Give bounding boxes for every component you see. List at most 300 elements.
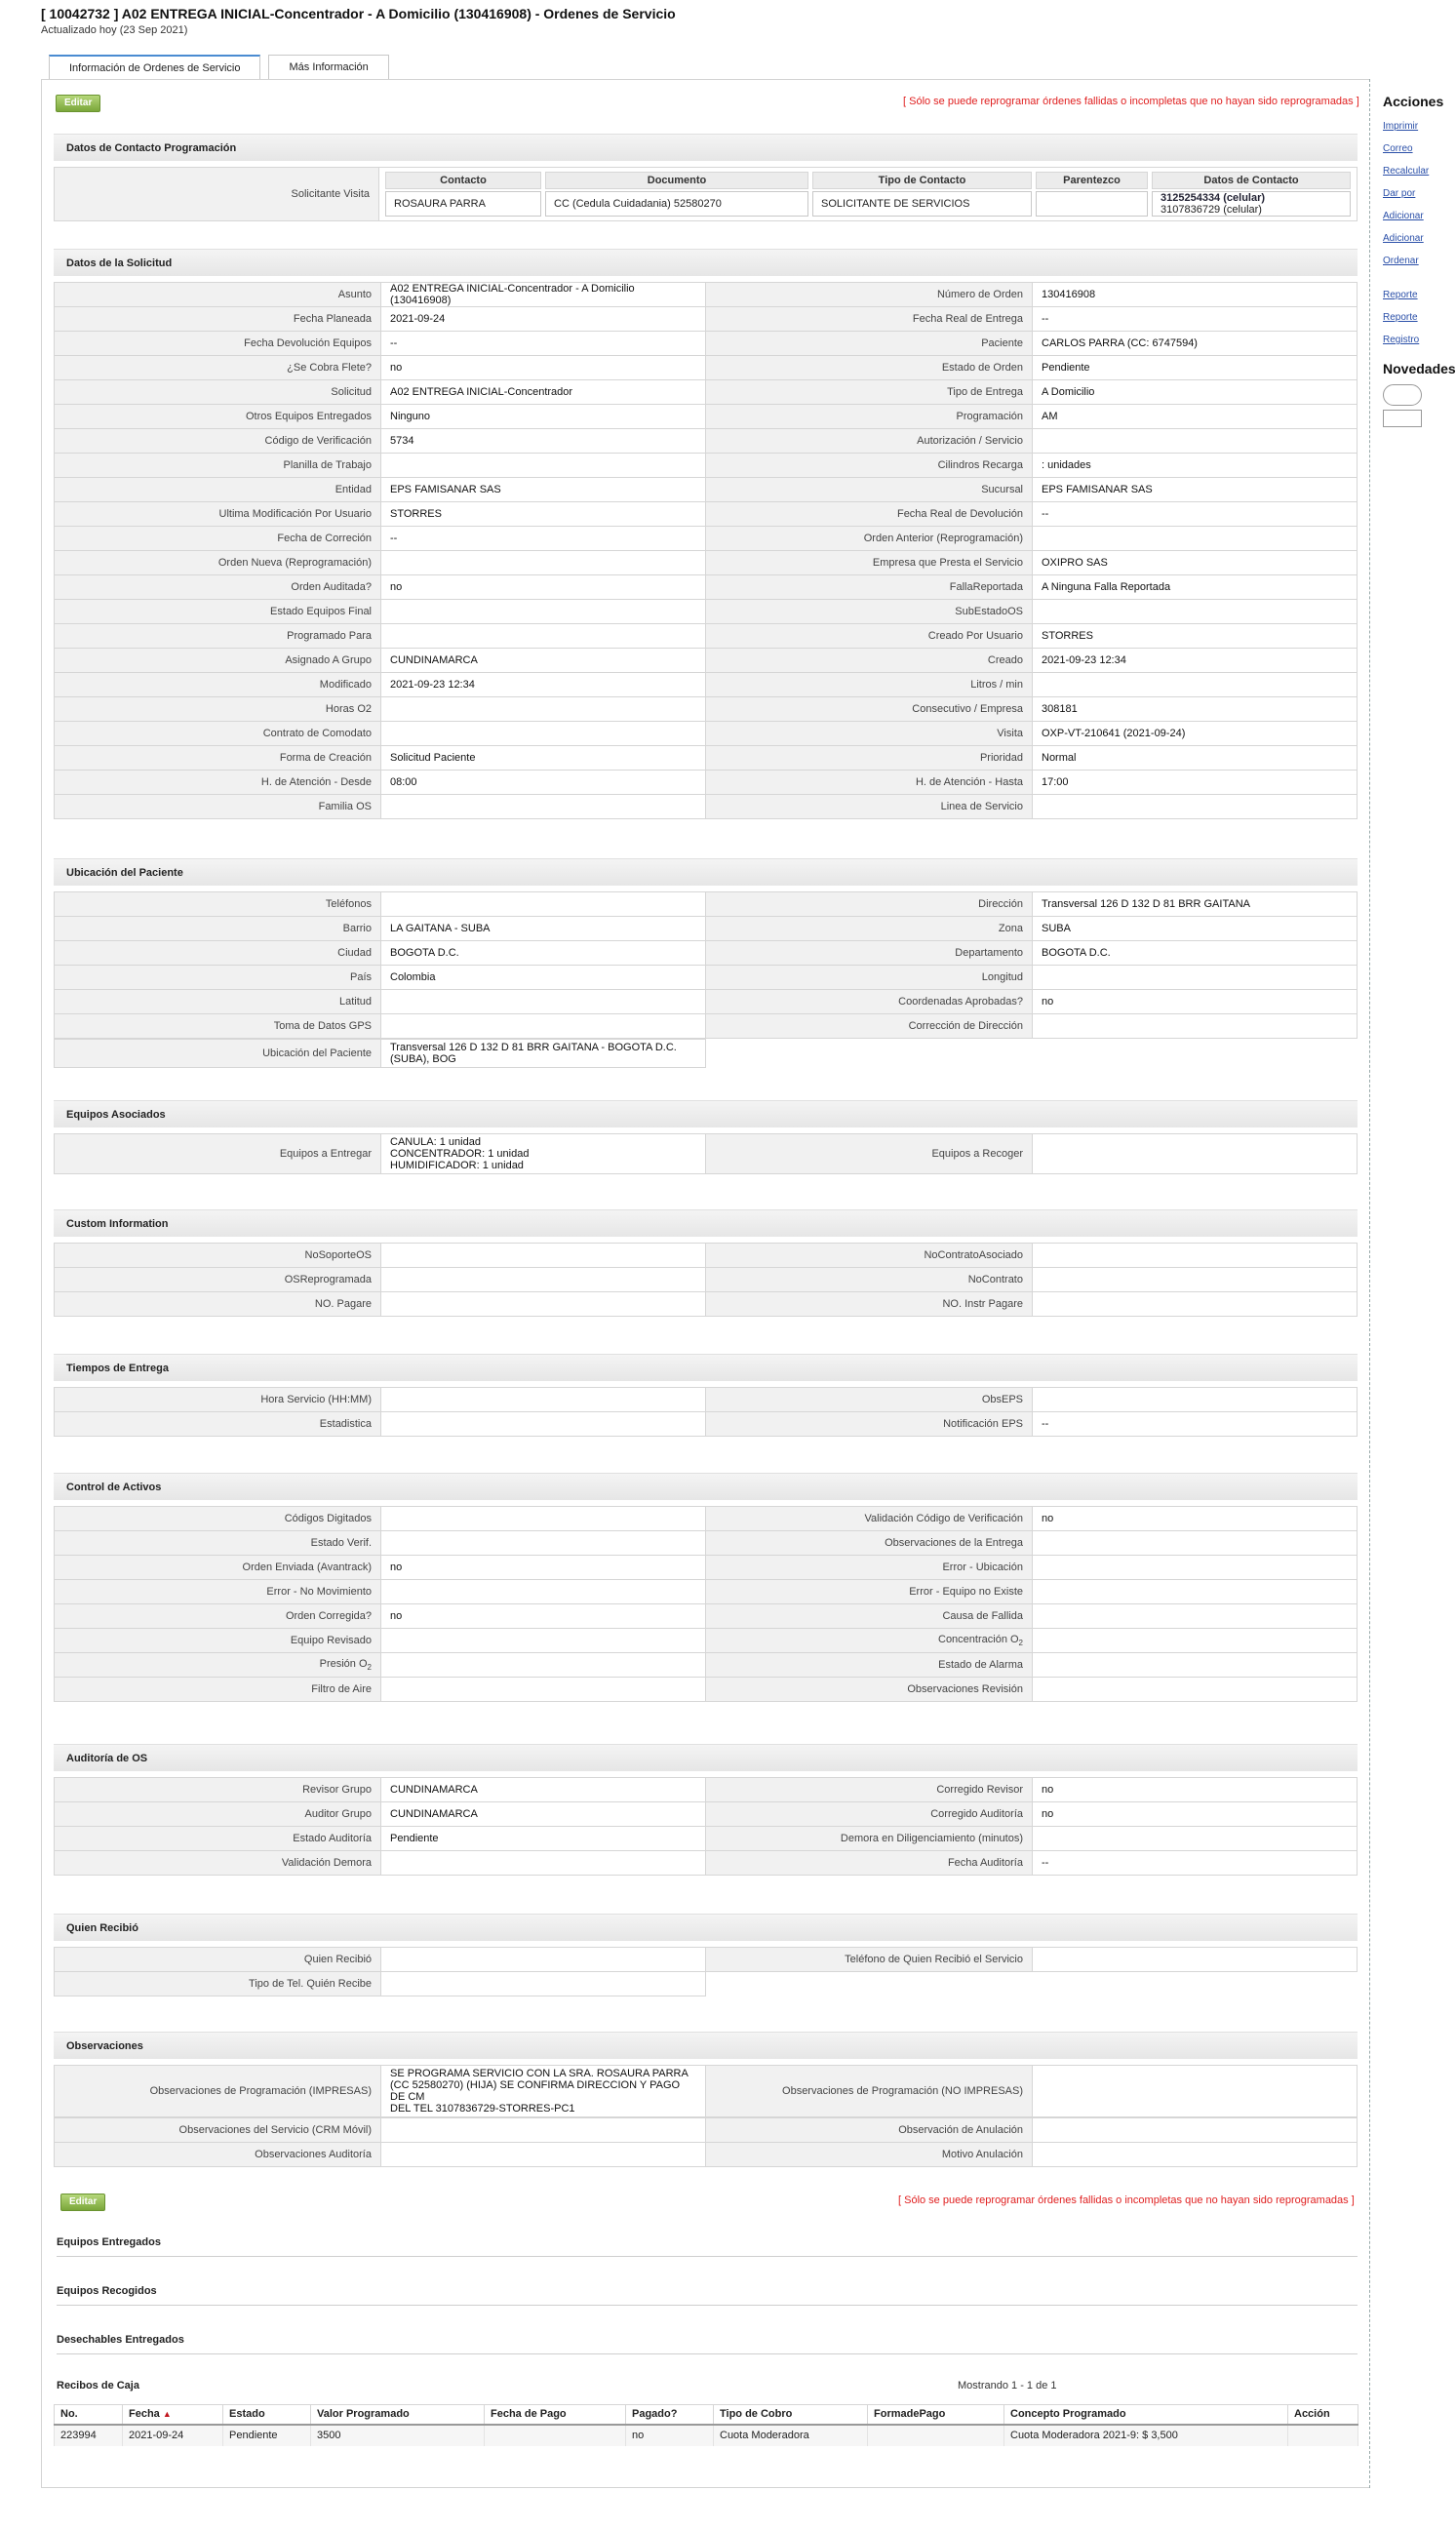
equipos-recogidos-heading: Equipos Recogidos bbox=[57, 2285, 1358, 2306]
table-row bbox=[55, 600, 1358, 624]
column-header[interactable]: Estado bbox=[223, 2405, 311, 2425]
field-value: 08:00 bbox=[381, 771, 706, 795]
column-header[interactable]: Fecha de Pago bbox=[485, 2405, 626, 2425]
field-label: Linea de Servicio bbox=[706, 795, 1033, 819]
table-row bbox=[55, 1507, 1358, 1531]
table-row bbox=[55, 624, 1358, 649]
contact-grid bbox=[381, 170, 1355, 218]
field-value bbox=[381, 1014, 706, 1039]
equipo-item: CONCENTRADOR: 1 unidad bbox=[390, 1148, 530, 1160]
column-header[interactable]: No. bbox=[55, 2405, 123, 2425]
table-row bbox=[55, 1653, 1358, 1678]
field-label: NoContratoAsociado bbox=[706, 1244, 1033, 1268]
field-value bbox=[1033, 1678, 1358, 1702]
right-divider bbox=[1369, 79, 1370, 2488]
field-value bbox=[1033, 673, 1358, 697]
action-link-1[interactable]: Imprimir bbox=[1383, 121, 1419, 132]
reprogram-warning-bottom: [ Sólo se puede reprogramar órdenes fallidas o incompletas que no hayan sido reprogramadas ] bbox=[898, 2194, 1355, 2206]
column-header[interactable]: Concepto Programado bbox=[1004, 2405, 1288, 2425]
field-label-text: Concentración O bbox=[938, 1634, 1019, 1645]
table-row bbox=[55, 917, 1358, 941]
field-value: STORRES bbox=[1033, 624, 1358, 649]
field-label: Orden Enviada (Avantrack) bbox=[55, 1556, 381, 1580]
field-value: Solicitud Paciente bbox=[381, 746, 706, 771]
ubicacion-last-row bbox=[54, 1039, 1358, 1068]
field-label: Entidad bbox=[55, 478, 381, 502]
table-row bbox=[55, 746, 1358, 771]
field-value bbox=[381, 722, 706, 746]
section-title: Quien Recibió bbox=[54, 1914, 1358, 1941]
contact-document: CC (Cedula Cuidadania) 52580270 bbox=[545, 191, 808, 217]
report-link-2[interactable]: Reporte bbox=[1383, 312, 1418, 323]
table-row bbox=[55, 1827, 1358, 1851]
table-row bbox=[55, 1412, 1358, 1437]
field-value bbox=[381, 990, 706, 1014]
table-row bbox=[55, 429, 1358, 454]
field-label: Teléfono de Quien Recibió el Servicio bbox=[706, 1948, 1033, 1972]
field-label: Orden Corregida? bbox=[55, 1604, 381, 1629]
cell: 3500 bbox=[311, 2425, 485, 2446]
page-title: [ 10042732 ] A02 ENTREGA INICIAL-Concentrador - A Domicilio (130416908) - Ordenes de Servicio bbox=[41, 6, 676, 21]
table-row bbox=[55, 649, 1358, 673]
field-label: Observaciones de la Entrega bbox=[706, 1531, 1033, 1556]
field-label: H. de Atención - Hasta bbox=[706, 771, 1033, 795]
field-value bbox=[381, 454, 706, 478]
field-value bbox=[1033, 1244, 1358, 1268]
field-label: Corrección de Dirección bbox=[706, 1014, 1033, 1039]
novedades-toggle[interactable] bbox=[1383, 384, 1422, 406]
table-row bbox=[55, 966, 1358, 990]
field-value bbox=[1033, 1629, 1358, 1653]
table-row bbox=[55, 1268, 1358, 1292]
field-label: Causa de Fallida bbox=[706, 1604, 1033, 1629]
field-value bbox=[1033, 1531, 1358, 1556]
field-value: : unidades bbox=[1033, 454, 1358, 478]
section-equipos bbox=[54, 1100, 1358, 1174]
field-label: Empresa que Presta el Servicio bbox=[706, 551, 1033, 575]
tab-informacion-ordenes[interactable]: Información de Ordenes de Servicio bbox=[49, 55, 260, 80]
field-value bbox=[381, 1580, 706, 1604]
section-title: Datos de la Solicitud bbox=[54, 249, 1358, 276]
table-row bbox=[55, 1292, 1358, 1317]
field-value bbox=[381, 1629, 706, 1653]
section-title: Tiempos de Entrega bbox=[54, 1354, 1358, 1381]
field-label: País bbox=[55, 966, 381, 990]
tiempos-table bbox=[54, 1387, 1358, 1437]
field-value bbox=[1033, 2066, 1358, 2117]
field-label: Zona bbox=[706, 917, 1033, 941]
field-value: 2021-09-23 12:34 bbox=[1033, 649, 1358, 673]
field-label: Sucursal bbox=[706, 478, 1033, 502]
action-link-4[interactable]: Dar por bbox=[1383, 188, 1416, 199]
table-row bbox=[55, 1531, 1358, 1556]
field-label: Auditor Grupo bbox=[55, 1802, 381, 1827]
contact-name: ROSAURA PARRA bbox=[385, 191, 541, 217]
column-header[interactable]: Pagado? bbox=[626, 2405, 714, 2425]
field-label: Horas O2 bbox=[55, 697, 381, 722]
field-label: Validación Código de Verificación bbox=[706, 1507, 1033, 1531]
section-observaciones bbox=[54, 2032, 1358, 2167]
ubicacion-table bbox=[54, 891, 1358, 1039]
field-label: Autorización / Servicio bbox=[706, 429, 1033, 454]
action-link-7[interactable]: Ordenar bbox=[1383, 256, 1419, 266]
field-value: A02 ENTREGA INICIAL-Concentrador bbox=[381, 380, 706, 405]
field-value: Ninguno bbox=[381, 405, 706, 429]
section-ubicacion bbox=[54, 858, 1358, 1068]
novedades-input[interactable] bbox=[1383, 410, 1422, 427]
section-title: Control de Activos bbox=[54, 1473, 1358, 1500]
field-label: Planilla de Trabajo bbox=[55, 454, 381, 478]
field-label: Litros / min bbox=[706, 673, 1033, 697]
section-title: Ubicación del Paciente bbox=[54, 858, 1358, 886]
field-label: Orden Anterior (Reprogramación) bbox=[706, 527, 1033, 551]
field-value: OXP-VT-210641 (2021-09-24) bbox=[1033, 722, 1358, 746]
table-row bbox=[55, 283, 1358, 307]
field-label: Solicitante Visita bbox=[55, 168, 379, 221]
field-value bbox=[1033, 1388, 1358, 1412]
field-value: no bbox=[1033, 990, 1358, 1014]
field-label: Error - No Movimiento bbox=[55, 1580, 381, 1604]
field-label: Observaciones Auditoría bbox=[55, 2143, 381, 2167]
table-row bbox=[55, 1604, 1358, 1629]
cell: Cuota Moderadora bbox=[714, 2425, 868, 2446]
field-label: ¿Se Cobra Flete? bbox=[55, 356, 381, 380]
field-value: -- bbox=[1033, 1851, 1358, 1876]
action-link-5[interactable]: Adicionar bbox=[1383, 211, 1424, 221]
field-label bbox=[55, 1653, 381, 1678]
field-value bbox=[1033, 795, 1358, 819]
field-label: Creado bbox=[706, 649, 1033, 673]
action-link-2[interactable]: Correo bbox=[1383, 143, 1413, 154]
section-tiempos bbox=[54, 1354, 1358, 1437]
table-row bbox=[55, 1629, 1358, 1653]
field-value bbox=[381, 892, 706, 917]
table-row bbox=[55, 1678, 1358, 1702]
field-value: BOGOTA D.C. bbox=[381, 941, 706, 966]
contact-table bbox=[54, 167, 1358, 221]
field-label: Fecha Planeada bbox=[55, 307, 381, 332]
field-label: Ultima Modificación Por Usuario bbox=[55, 502, 381, 527]
cell bbox=[868, 2425, 1004, 2446]
field-label: Visita bbox=[706, 722, 1033, 746]
table-row bbox=[55, 1388, 1358, 1412]
table-row bbox=[55, 673, 1358, 697]
field-value: no bbox=[1033, 1778, 1358, 1802]
field-value bbox=[1033, 1604, 1358, 1629]
field-value: -- bbox=[1033, 502, 1358, 527]
field-label: Estado de Alarma bbox=[706, 1653, 1033, 1678]
field-value bbox=[381, 1292, 706, 1317]
field-label: Equipos a Entregar bbox=[55, 1134, 381, 1174]
control-table bbox=[54, 1506, 1358, 1702]
cell: Pendiente bbox=[223, 2425, 311, 2446]
field-label: Revisor Grupo bbox=[55, 1778, 381, 1802]
equipo-item: CANULA: 1 unidad bbox=[390, 1136, 481, 1148]
equipos-entregar-list bbox=[381, 1134, 706, 1174]
field-label: NO. Pagare bbox=[55, 1292, 381, 1317]
observaciones-table-2 bbox=[54, 2117, 1358, 2167]
field-value bbox=[381, 2143, 706, 2167]
field-value: SUBA bbox=[1033, 917, 1358, 941]
field-label: H. de Atención - Desde bbox=[55, 771, 381, 795]
actions-panel bbox=[1383, 94, 1456, 427]
quien-table bbox=[54, 1947, 1358, 1996]
field-label: Observaciones del Servicio (CRM Móvil) bbox=[55, 2118, 381, 2143]
field-label: Fecha Real de Devolución bbox=[706, 502, 1033, 527]
table-row bbox=[55, 307, 1358, 332]
table-row bbox=[55, 1556, 1358, 1580]
edit-button-bottom[interactable]: Editar bbox=[60, 2194, 105, 2211]
equipo-item: HUMIDIFICADOR: 1 unidad bbox=[390, 1160, 524, 1171]
field-value bbox=[381, 624, 706, 649]
section-title: Custom Information bbox=[54, 1209, 1358, 1237]
field-label: Quien Recibió bbox=[55, 1948, 381, 1972]
field-value bbox=[381, 1678, 706, 1702]
field-label: Demora en Diligenciamiento (minutos) bbox=[706, 1827, 1033, 1851]
table-row bbox=[55, 1851, 1358, 1876]
table-row bbox=[55, 990, 1358, 1014]
column-header[interactable]: FormadePago bbox=[868, 2405, 1004, 2425]
cell: 223994 bbox=[55, 2425, 123, 2446]
field-label: Número de Orden bbox=[706, 283, 1033, 307]
field-value bbox=[381, 1948, 706, 1972]
column-header: Documento bbox=[545, 172, 808, 189]
field-value bbox=[381, 1507, 706, 1531]
section-control bbox=[54, 1473, 1358, 1702]
table-row bbox=[55, 356, 1358, 380]
section-title: Equipos Asociados bbox=[54, 1100, 1358, 1127]
field-label: Filtro de Aire bbox=[55, 1678, 381, 1702]
equipos-entregados-heading: Equipos Entregados bbox=[57, 2236, 1358, 2257]
subscript-2: 2 bbox=[367, 1663, 372, 1672]
field-value: EPS FAMISANAR SAS bbox=[381, 478, 706, 502]
table-row bbox=[55, 405, 1358, 429]
field-value bbox=[381, 1412, 706, 1437]
table-row bbox=[55, 380, 1358, 405]
field-value bbox=[381, 551, 706, 575]
field-value: -- bbox=[1033, 307, 1358, 332]
action-link-6[interactable]: Adicionar bbox=[1383, 233, 1424, 244]
table-row bbox=[55, 478, 1358, 502]
field-label bbox=[706, 1629, 1033, 1653]
field-value: Pendiente bbox=[381, 1827, 706, 1851]
table-row bbox=[55, 722, 1358, 746]
edit-button-top[interactable]: Editar bbox=[56, 95, 100, 112]
field-label: Familia OS bbox=[55, 795, 381, 819]
table-row bbox=[55, 941, 1358, 966]
table-row bbox=[55, 1244, 1358, 1268]
table-row bbox=[55, 454, 1358, 478]
field-label: Notificación EPS bbox=[706, 1412, 1033, 1437]
field-value bbox=[1033, 2143, 1358, 2167]
page-header bbox=[41, 4, 841, 37]
field-label: Asunto bbox=[55, 283, 381, 307]
action-link-3[interactable]: Recalcular bbox=[1383, 166, 1430, 177]
field-label: Contrato de Comodato bbox=[55, 722, 381, 746]
field-label: Paciente bbox=[706, 332, 1033, 356]
field-value: CUNDINAMARCA bbox=[381, 1802, 706, 1827]
field-value bbox=[381, 1244, 706, 1268]
field-value: Transversal 126 D 132 D 81 BRR GAITANA - BOGOTA D.C. (SUBA), BOG bbox=[381, 1040, 706, 1068]
custom-table bbox=[54, 1243, 1358, 1317]
table-row bbox=[55, 575, 1358, 600]
field-label: Motivo Anulación bbox=[706, 2143, 1033, 2167]
field-value bbox=[381, 1653, 706, 1678]
field-label: Longitud bbox=[706, 966, 1033, 990]
contact-type: SOLICITANTE DE SERVICIOS bbox=[812, 191, 1032, 217]
field-value: no bbox=[381, 1556, 706, 1580]
field-label: Asignado A Grupo bbox=[55, 649, 381, 673]
field-label: Latitud bbox=[55, 990, 381, 1014]
field-label: ObsEPS bbox=[706, 1388, 1033, 1412]
field-label: Estado de Orden bbox=[706, 356, 1033, 380]
table-row bbox=[55, 1778, 1358, 1802]
table-row bbox=[55, 527, 1358, 551]
section-quien-recibio bbox=[54, 1914, 1358, 1996]
table-row bbox=[55, 795, 1358, 819]
field-value bbox=[1033, 2118, 1358, 2143]
column-header-fecha[interactable] bbox=[123, 2405, 223, 2425]
novedades-title: Novedades bbox=[1383, 361, 1456, 376]
field-value: Pendiente bbox=[1033, 356, 1358, 380]
field-value bbox=[381, 795, 706, 819]
field-value: no bbox=[1033, 1507, 1358, 1531]
field-value: 17:00 bbox=[1033, 771, 1358, 795]
contact-relationship bbox=[1036, 191, 1148, 217]
field-label: Equipo Revisado bbox=[55, 1629, 381, 1653]
field-value: AM bbox=[1033, 405, 1358, 429]
table-row bbox=[55, 2118, 1358, 2143]
section-title: Auditoría de OS bbox=[54, 1744, 1358, 1771]
field-label: Solicitud bbox=[55, 380, 381, 405]
field-label: OSReprogramada bbox=[55, 1268, 381, 1292]
actions-title: Acciones bbox=[1383, 94, 1444, 109]
tab-mas-informacion[interactable]: Más Información bbox=[268, 55, 388, 80]
field-value: A Domicilio bbox=[1033, 380, 1358, 405]
field-label: Barrio bbox=[55, 917, 381, 941]
tab-bar bbox=[49, 55, 397, 80]
field-value bbox=[1033, 527, 1358, 551]
field-label: Observaciones Revisión bbox=[706, 1678, 1033, 1702]
field-value: no bbox=[381, 1604, 706, 1629]
field-label: Estado Equipos Final bbox=[55, 600, 381, 624]
obs-line: (CC 52580270) (HIJA) SE CONFIRMA DIRECCION Y PAGO DE CM bbox=[390, 2079, 681, 2103]
field-value: Colombia bbox=[381, 966, 706, 990]
field-label: Hora Servicio (HH:MM) bbox=[55, 1388, 381, 1412]
field-value bbox=[381, 2118, 706, 2143]
field-label: Fecha Real de Entrega bbox=[706, 307, 1033, 332]
field-value: STORRES bbox=[381, 502, 706, 527]
field-value bbox=[1033, 1580, 1358, 1604]
recibos-header-row bbox=[55, 2405, 1358, 2425]
field-value bbox=[381, 1268, 706, 1292]
field-value: OXIPRO SAS bbox=[1033, 551, 1358, 575]
field-label: Creado Por Usuario bbox=[706, 624, 1033, 649]
field-label: Orden Auditada? bbox=[55, 575, 381, 600]
cell bbox=[485, 2425, 626, 2446]
cell: Cuota Moderadora 2021-9: $ 3,500 bbox=[1004, 2425, 1288, 2446]
field-label: Observaciones de Programación (NO IMPRESAS) bbox=[706, 2066, 1033, 2117]
obs-line: SE PROGRAMA SERVICIO CON LA SRA. ROSAURA PARRA bbox=[390, 2068, 689, 2079]
field-label: Corregido Revisor bbox=[706, 1778, 1033, 1802]
table-row bbox=[55, 502, 1358, 527]
contact-phone-2: 3107836729 (celular) bbox=[1161, 204, 1262, 216]
field-value bbox=[1033, 1827, 1358, 1851]
observaciones-table bbox=[54, 2065, 1358, 2117]
field-value: Transversal 126 D 132 D 81 BRR GAITANA bbox=[1033, 892, 1358, 917]
field-value bbox=[1033, 1268, 1358, 1292]
field-label: Departamento bbox=[706, 941, 1033, 966]
field-value bbox=[381, 1972, 706, 1996]
cell bbox=[1288, 2425, 1358, 2446]
field-value bbox=[381, 1851, 706, 1876]
field-label: Tipo de Entrega bbox=[706, 380, 1033, 405]
field-label: Otros Equipos Entregados bbox=[55, 405, 381, 429]
field-value bbox=[1033, 1292, 1358, 1317]
column-header[interactable]: Tipo de Cobro bbox=[714, 2405, 868, 2425]
section-title: Observaciones bbox=[54, 2032, 1358, 2059]
field-label: NO. Instr Pagare bbox=[706, 1292, 1033, 1317]
field-label: Validación Demora bbox=[55, 1851, 381, 1876]
field-label: Programado Para bbox=[55, 624, 381, 649]
table-row bbox=[55, 332, 1358, 356]
field-label: Error - Ubicación bbox=[706, 1556, 1033, 1580]
field-value: no bbox=[381, 356, 706, 380]
column-header[interactable]: Valor Programado bbox=[311, 2405, 485, 2425]
field-value bbox=[1033, 1556, 1358, 1580]
field-value: -- bbox=[381, 332, 706, 356]
field-label: SubEstadoOS bbox=[706, 600, 1033, 624]
solicitud-table bbox=[54, 282, 1358, 819]
field-value bbox=[1033, 966, 1358, 990]
field-label: Fecha Devolución Equipos bbox=[55, 332, 381, 356]
table-row bbox=[55, 2425, 1358, 2446]
column-header-label: Fecha bbox=[129, 2408, 160, 2421]
field-label: Coordenadas Aprobadas? bbox=[706, 990, 1033, 1014]
field-value bbox=[1033, 429, 1358, 454]
field-value bbox=[381, 697, 706, 722]
auditoria-table bbox=[54, 1777, 1358, 1876]
field-value: -- bbox=[381, 527, 706, 551]
field-label: Consecutivo / Empresa bbox=[706, 697, 1033, 722]
table-row bbox=[55, 771, 1358, 795]
report-link-1[interactable]: Reporte bbox=[1383, 290, 1418, 300]
report-link-3[interactable]: Registro bbox=[1383, 335, 1420, 345]
field-label: Forma de Creación bbox=[55, 746, 381, 771]
subscript-2: 2 bbox=[1018, 1639, 1023, 1647]
field-label: Modificado bbox=[55, 673, 381, 697]
field-label: NoSoporteOS bbox=[55, 1244, 381, 1268]
field-value: 2021-09-24 bbox=[381, 307, 706, 332]
field-value: -- bbox=[1033, 1412, 1358, 1437]
field-value: A02 ENTREGA INICIAL-Concentrador - A Domicilio (130416908) bbox=[381, 283, 706, 307]
obs-line: DEL TEL 3107836729-STORRES-PC1 bbox=[390, 2103, 575, 2115]
updated-text: Actualizado hoy (23 Sep 2021) bbox=[41, 24, 188, 36]
field-label: Ubicación del Paciente bbox=[55, 1040, 381, 1068]
field-value: 5734 bbox=[381, 429, 706, 454]
section-custom bbox=[54, 1209, 1358, 1317]
column-header: Datos de Contacto bbox=[1152, 172, 1351, 189]
field-label: Prioridad bbox=[706, 746, 1033, 771]
column-header: Acción bbox=[1288, 2405, 1358, 2425]
contact-phone-1: 3125254334 (celular) bbox=[1161, 192, 1266, 204]
observaciones-programacion bbox=[381, 2066, 706, 2117]
field-value: 308181 bbox=[1033, 697, 1358, 722]
section-title: Datos de Contacto Programación bbox=[54, 134, 1358, 161]
field-value: CUNDINAMARCA bbox=[381, 1778, 706, 1802]
field-value: Normal bbox=[1033, 746, 1358, 771]
reprogram-warning-top: [ Sólo se puede reprogramar órdenes fallidas o incompletas que no hayan sido reprogramadas ] bbox=[903, 96, 1359, 107]
